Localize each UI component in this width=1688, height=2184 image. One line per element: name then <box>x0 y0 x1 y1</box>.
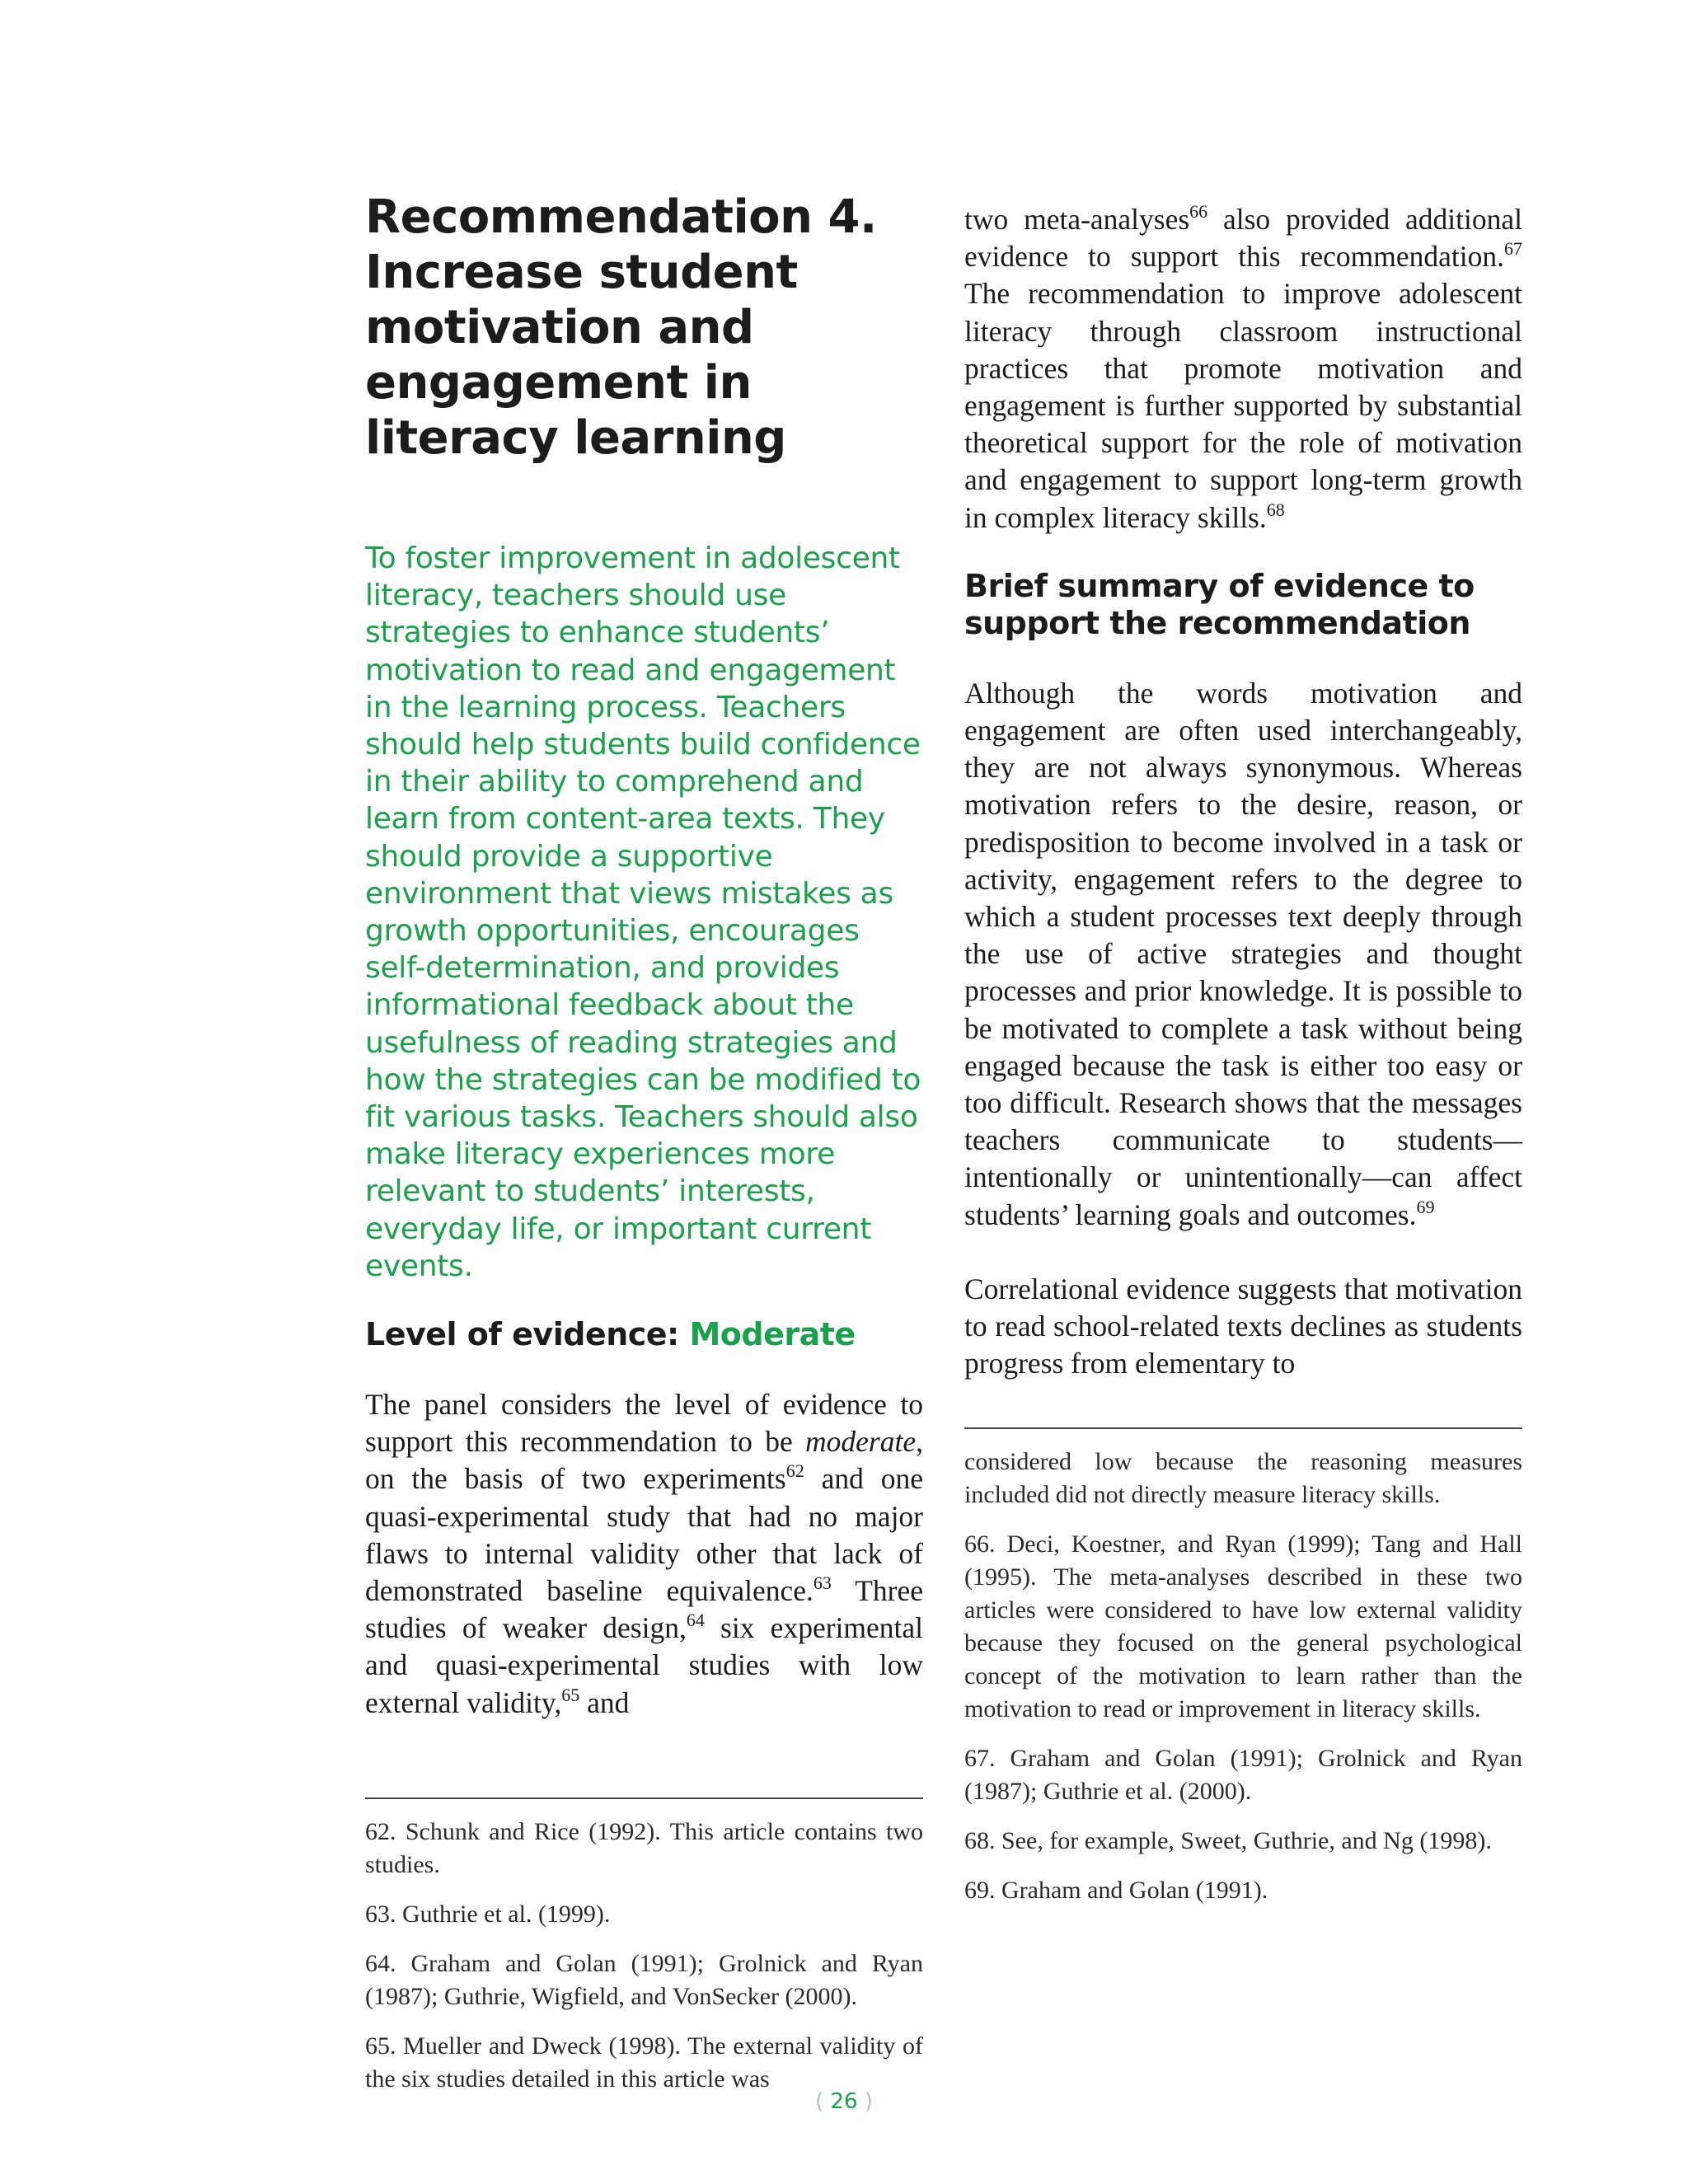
footnote-ref-66[interactable]: 66 <box>1189 201 1208 222</box>
title-line: literacy learning <box>365 411 786 465</box>
meta-analyses-paragraph <box>964 201 1522 537</box>
right-column <box>964 190 1522 1907</box>
text-span: also provided additional evidence to support this recommendation. <box>964 203 1522 274</box>
footnote-64: 64. Graham and Golan (1991); Grolnick and Ryan (1987); Guthrie, Wigfield, and VonSecker (2000). <box>365 1949 923 2010</box>
footnote-67: 67. Graham and Golan (1991); Grolnick and Ryan (1987); Guthrie et al. (2000). <box>964 1745 1522 1806</box>
definitions-paragraph <box>964 675 1522 1234</box>
text-span: The panel considers the level of evidence to support this recommendation to be <box>365 1388 923 1459</box>
summary-heading-line: support the recommendation <box>964 604 1470 641</box>
footnotes-left <box>365 1816 923 2096</box>
footnote-65: 65. Mueller and Dweck (1998). The external validity of the six studies detailed in this article was <box>365 2032 923 2093</box>
footnote-ref-62[interactable]: 62 <box>785 1460 804 1482</box>
summary-heading-line: Brief summary of evidence to <box>964 567 1475 604</box>
recommendation-summary: To foster improvement in adolescent literacy, teachers should use strategies to enhance students’ motivation to read and engagement in the learning process. Teachers should help students build confidence in their ability to comprehend and learn from content-area texts. They should provide a supportive environment that views mistakes as growth opportunities, encourages self-determination, and provides informational feedback about the usefulness of reading strategies and how the strategies can be modified to fit various tasks. Teachers should also make literacy experiences more relevant to students’ interests, everyday life, or important current events. <box>365 541 921 1283</box>
footnote-divider <box>964 1427 1522 1429</box>
page-number-open: ( <box>815 2089 824 2114</box>
recommendation-title <box>365 190 923 466</box>
footnote-66: 66. Deci, Koestner, and Ryan (1999); Tang and Hall (1995). The meta-analyses described in these two articles were considered to have low external validity because they focused on the general psychological concept of the motivation to learn rather than the motivation to read or improvement in literacy skills. <box>964 1530 1522 1723</box>
footnote-ref-68[interactable]: 68 <box>1266 499 1285 520</box>
footnote-ref-64[interactable]: 64 <box>686 1610 705 1631</box>
title-line: Increase student <box>365 246 798 299</box>
page-number <box>0 2089 1688 2114</box>
evidence-paragraph <box>365 1386 923 1722</box>
level-value: Moderate <box>689 1316 856 1353</box>
footnotes-right <box>964 1446 1522 1907</box>
text-span: The recommendation to improve adolescent literacy through classroom instructional practices that promote motivation and engagement is further supported by substantial theoretical support for the role of motivation and engagement to support long-term growth in complex literacy skills. <box>964 277 1522 534</box>
footnote-ref-65[interactable]: 65 <box>561 1684 580 1705</box>
title-line: Recommendation 4. <box>365 190 877 244</box>
footnote-65-continued: considered low because the reasoning measures included did not directly measure literacy skills. <box>964 1448 1522 1509</box>
footnote-ref-63[interactable]: 63 <box>813 1572 832 1594</box>
footnote-68: 68. See, for example, Sweet, Guthrie, and Ng (1998). <box>964 1827 1492 1855</box>
footnote-ref-67[interactable]: 67 <box>1504 238 1522 260</box>
title-line: engagement in <box>365 356 752 410</box>
footnote-63: 63. Guthrie et al. (1999). <box>365 1900 611 1928</box>
level-label: Level of evidence: <box>365 1316 679 1353</box>
page-number-close: ) <box>864 2089 873 2114</box>
text-span: Although the words motivation and engagement are often used interchangeably, they are not always synonymous. Whereas motivation refers to the desire, reason, or predisposition to become involved in a task or activity, engagement refers to the degree to which a student processes text deeply through the use of active strategies and thought processes and prior knowledge. It is possible to be motivated to complete a task without being engaged because the task is either too easy or too difficult. Research shows that the messages teachers communicate to students—intentionally or unintentionally—can affect students’ learning goals and outcomes. <box>964 676 1522 1231</box>
footnote-62: 62. Schunk and Rice (1992). This article contains two studies. <box>365 1817 923 1878</box>
summary-heading <box>964 568 1522 642</box>
emphasis-moderate: moderate <box>805 1425 917 1459</box>
level-of-evidence-heading <box>365 1316 923 1353</box>
page-number-value: 26 <box>830 2089 858 2114</box>
text-span: and one quasi-experimental study that had no major flaws to internal validity other that lack of demonstrated baseline equivalence. <box>365 1462 923 1608</box>
text-span: two meta-analyses <box>964 203 1190 236</box>
text-span: six experimental and quasi-experimental studies with low external validity, <box>365 1611 923 1719</box>
text-span: Three studies of weaker design, <box>365 1574 923 1645</box>
left-column <box>365 190 923 2096</box>
correlational-paragraph: Correlational evidence suggests that motivation to read school-related texts declines as students progress from elementary to <box>964 1272 1522 1380</box>
text-span: , on the basis of two experiments <box>365 1425 923 1496</box>
footnote-divider <box>365 1797 923 1799</box>
text-span: and <box>579 1685 630 1719</box>
footnote-69: 69. Graham and Golan (1991). <box>964 1877 1268 1905</box>
footnote-ref-69[interactable]: 69 <box>1416 1196 1435 1217</box>
title-line: motivation and <box>365 301 754 354</box>
